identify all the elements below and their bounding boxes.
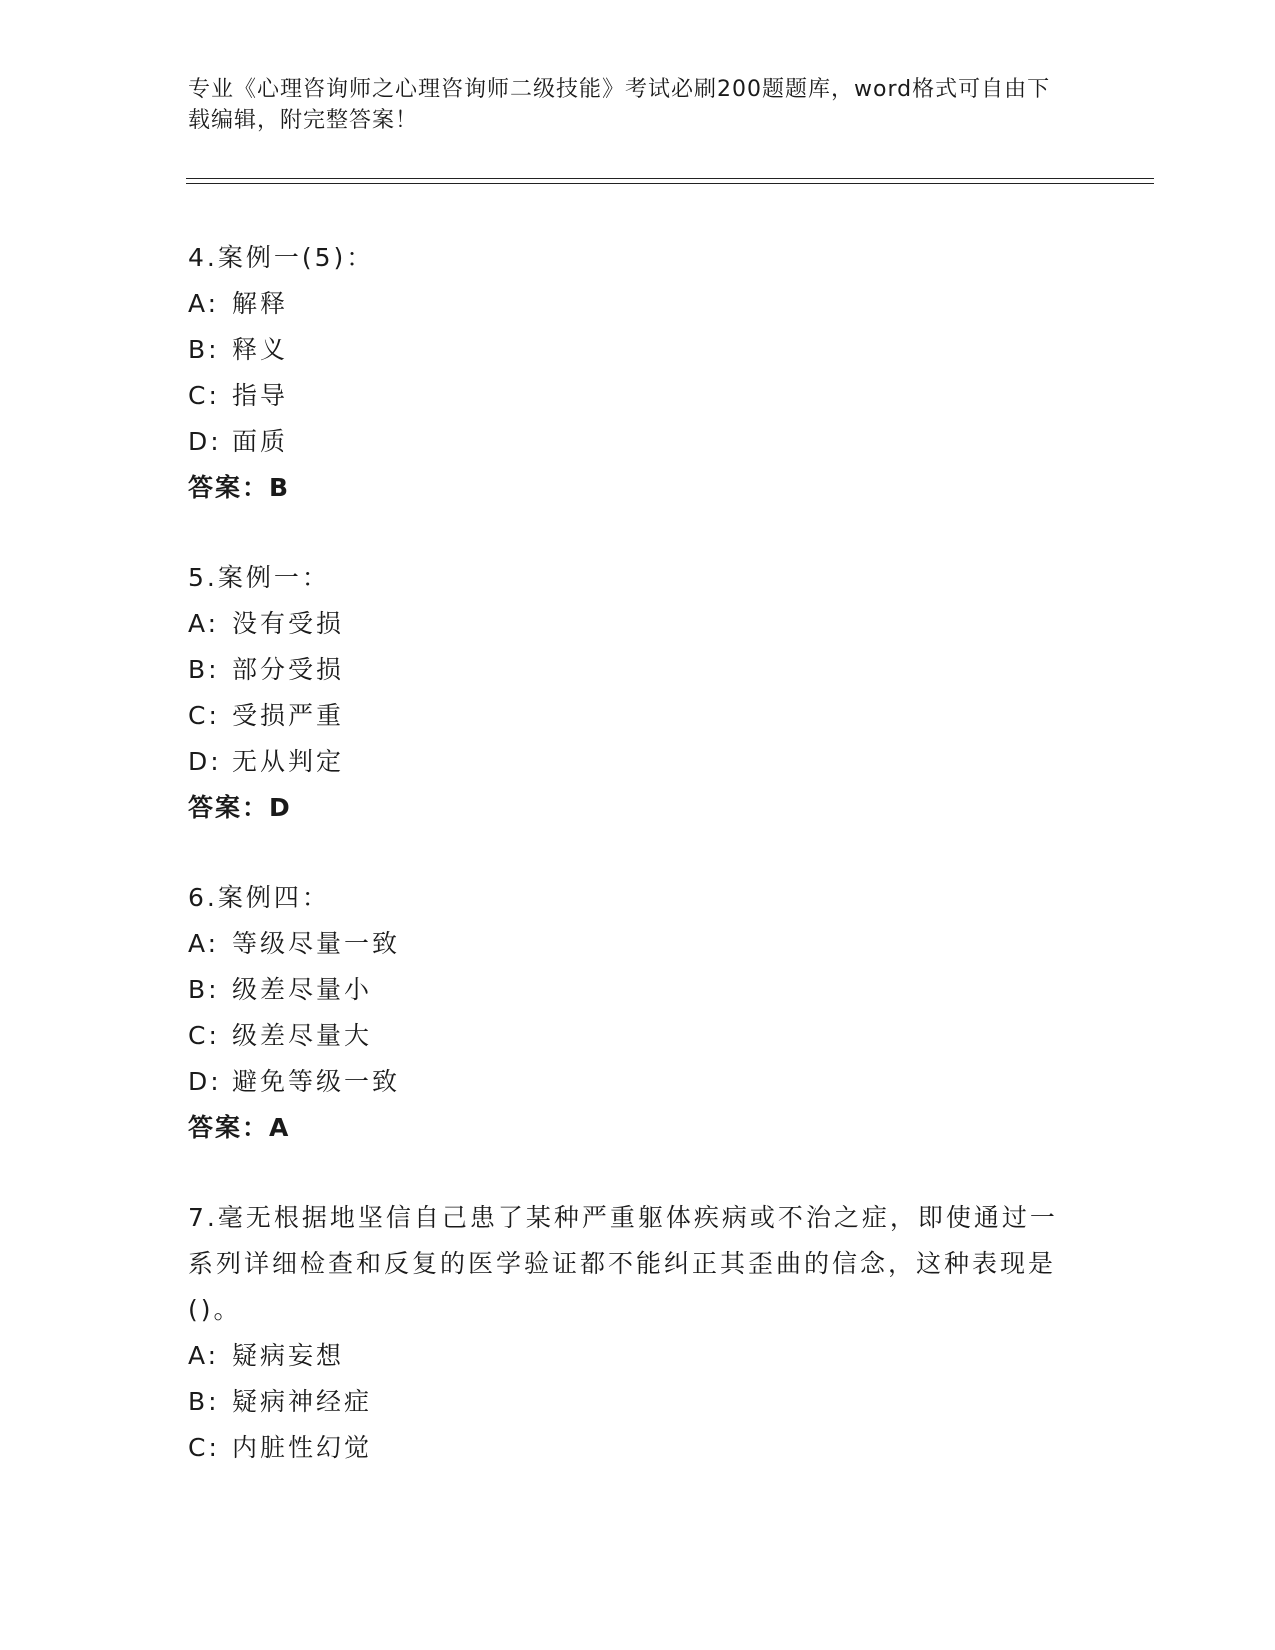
option-text: 指导 [232,381,289,410]
option-letter: C: [188,1433,220,1462]
option-letter: C: [188,381,220,410]
option-c [188,693,1068,739]
option-d [188,1059,1068,1105]
option-b [188,967,1068,1013]
option-letter: B: [188,1387,220,1416]
option-text: 没有受损 [232,609,345,638]
option-text: 疑病妄想 [232,1341,345,1370]
document-header: 专业《心理咨询师之心理咨询师二级技能》考试必刷200题题库，word格式可自由下载编辑，附完整答案！ [188,77,1051,133]
option-text: 部分受损 [232,655,345,684]
option-letter: D: [188,427,222,456]
option-b [188,1379,1068,1425]
option-a [188,281,1068,327]
option-letter: A: [188,929,220,958]
option-c [188,1425,1068,1471]
option-b [188,647,1068,693]
option-text: 级差尽量小 [232,975,373,1004]
option-text: 内脏性幻觉 [232,1433,373,1462]
question-block [188,555,1068,831]
option-text: 避免等级一致 [232,1067,401,1096]
answer-line: 答案：A [188,1113,291,1142]
header-divider-bottom [186,183,1154,184]
option-d [188,739,1068,785]
question-block [188,235,1068,511]
question-block [188,875,1068,1151]
option-c [188,373,1068,419]
option-letter: A: [188,1341,220,1370]
option-text: 级差尽量大 [232,1021,373,1050]
option-text: 受损严重 [232,701,345,730]
option-text: 无从判定 [232,747,345,776]
option-letter: B: [188,335,220,364]
option-a [188,601,1068,647]
option-letter: B: [188,655,220,684]
option-letter: D: [188,1067,222,1096]
option-c [188,1013,1068,1059]
option-text: 疑病神经症 [232,1387,373,1416]
option-a [188,921,1068,967]
option-letter: C: [188,1021,220,1050]
option-letter: C: [188,701,220,730]
option-b [188,327,1068,373]
option-letter: B: [188,975,220,1004]
answer-line: 答案：B [188,473,291,502]
option-d [188,419,1068,465]
header-divider-top [186,178,1154,179]
option-text: 解释 [232,289,289,318]
option-text: 释义 [232,335,289,364]
option-text: 面质 [232,427,289,456]
option-letter: A: [188,289,220,318]
question-title: 4.案例一(5)： [188,243,375,272]
answer-line: 答案：D [188,793,292,822]
question-title: 6.案例四： [188,883,330,912]
option-text: 等级尽量一致 [232,929,401,958]
option-letter: A: [188,609,220,638]
question-title: 5.案例一： [188,563,330,592]
option-a [188,1333,1068,1379]
option-letter: D: [188,747,222,776]
question-title: 7.毫无根据地坚信自己患了某种严重躯体疾病或不治之症，即使通过一系列详细检查和反复的医学验证都不能纠正其歪曲的信念，这种表现是()。 [188,1203,1058,1324]
question-block [188,1195,1068,1471]
